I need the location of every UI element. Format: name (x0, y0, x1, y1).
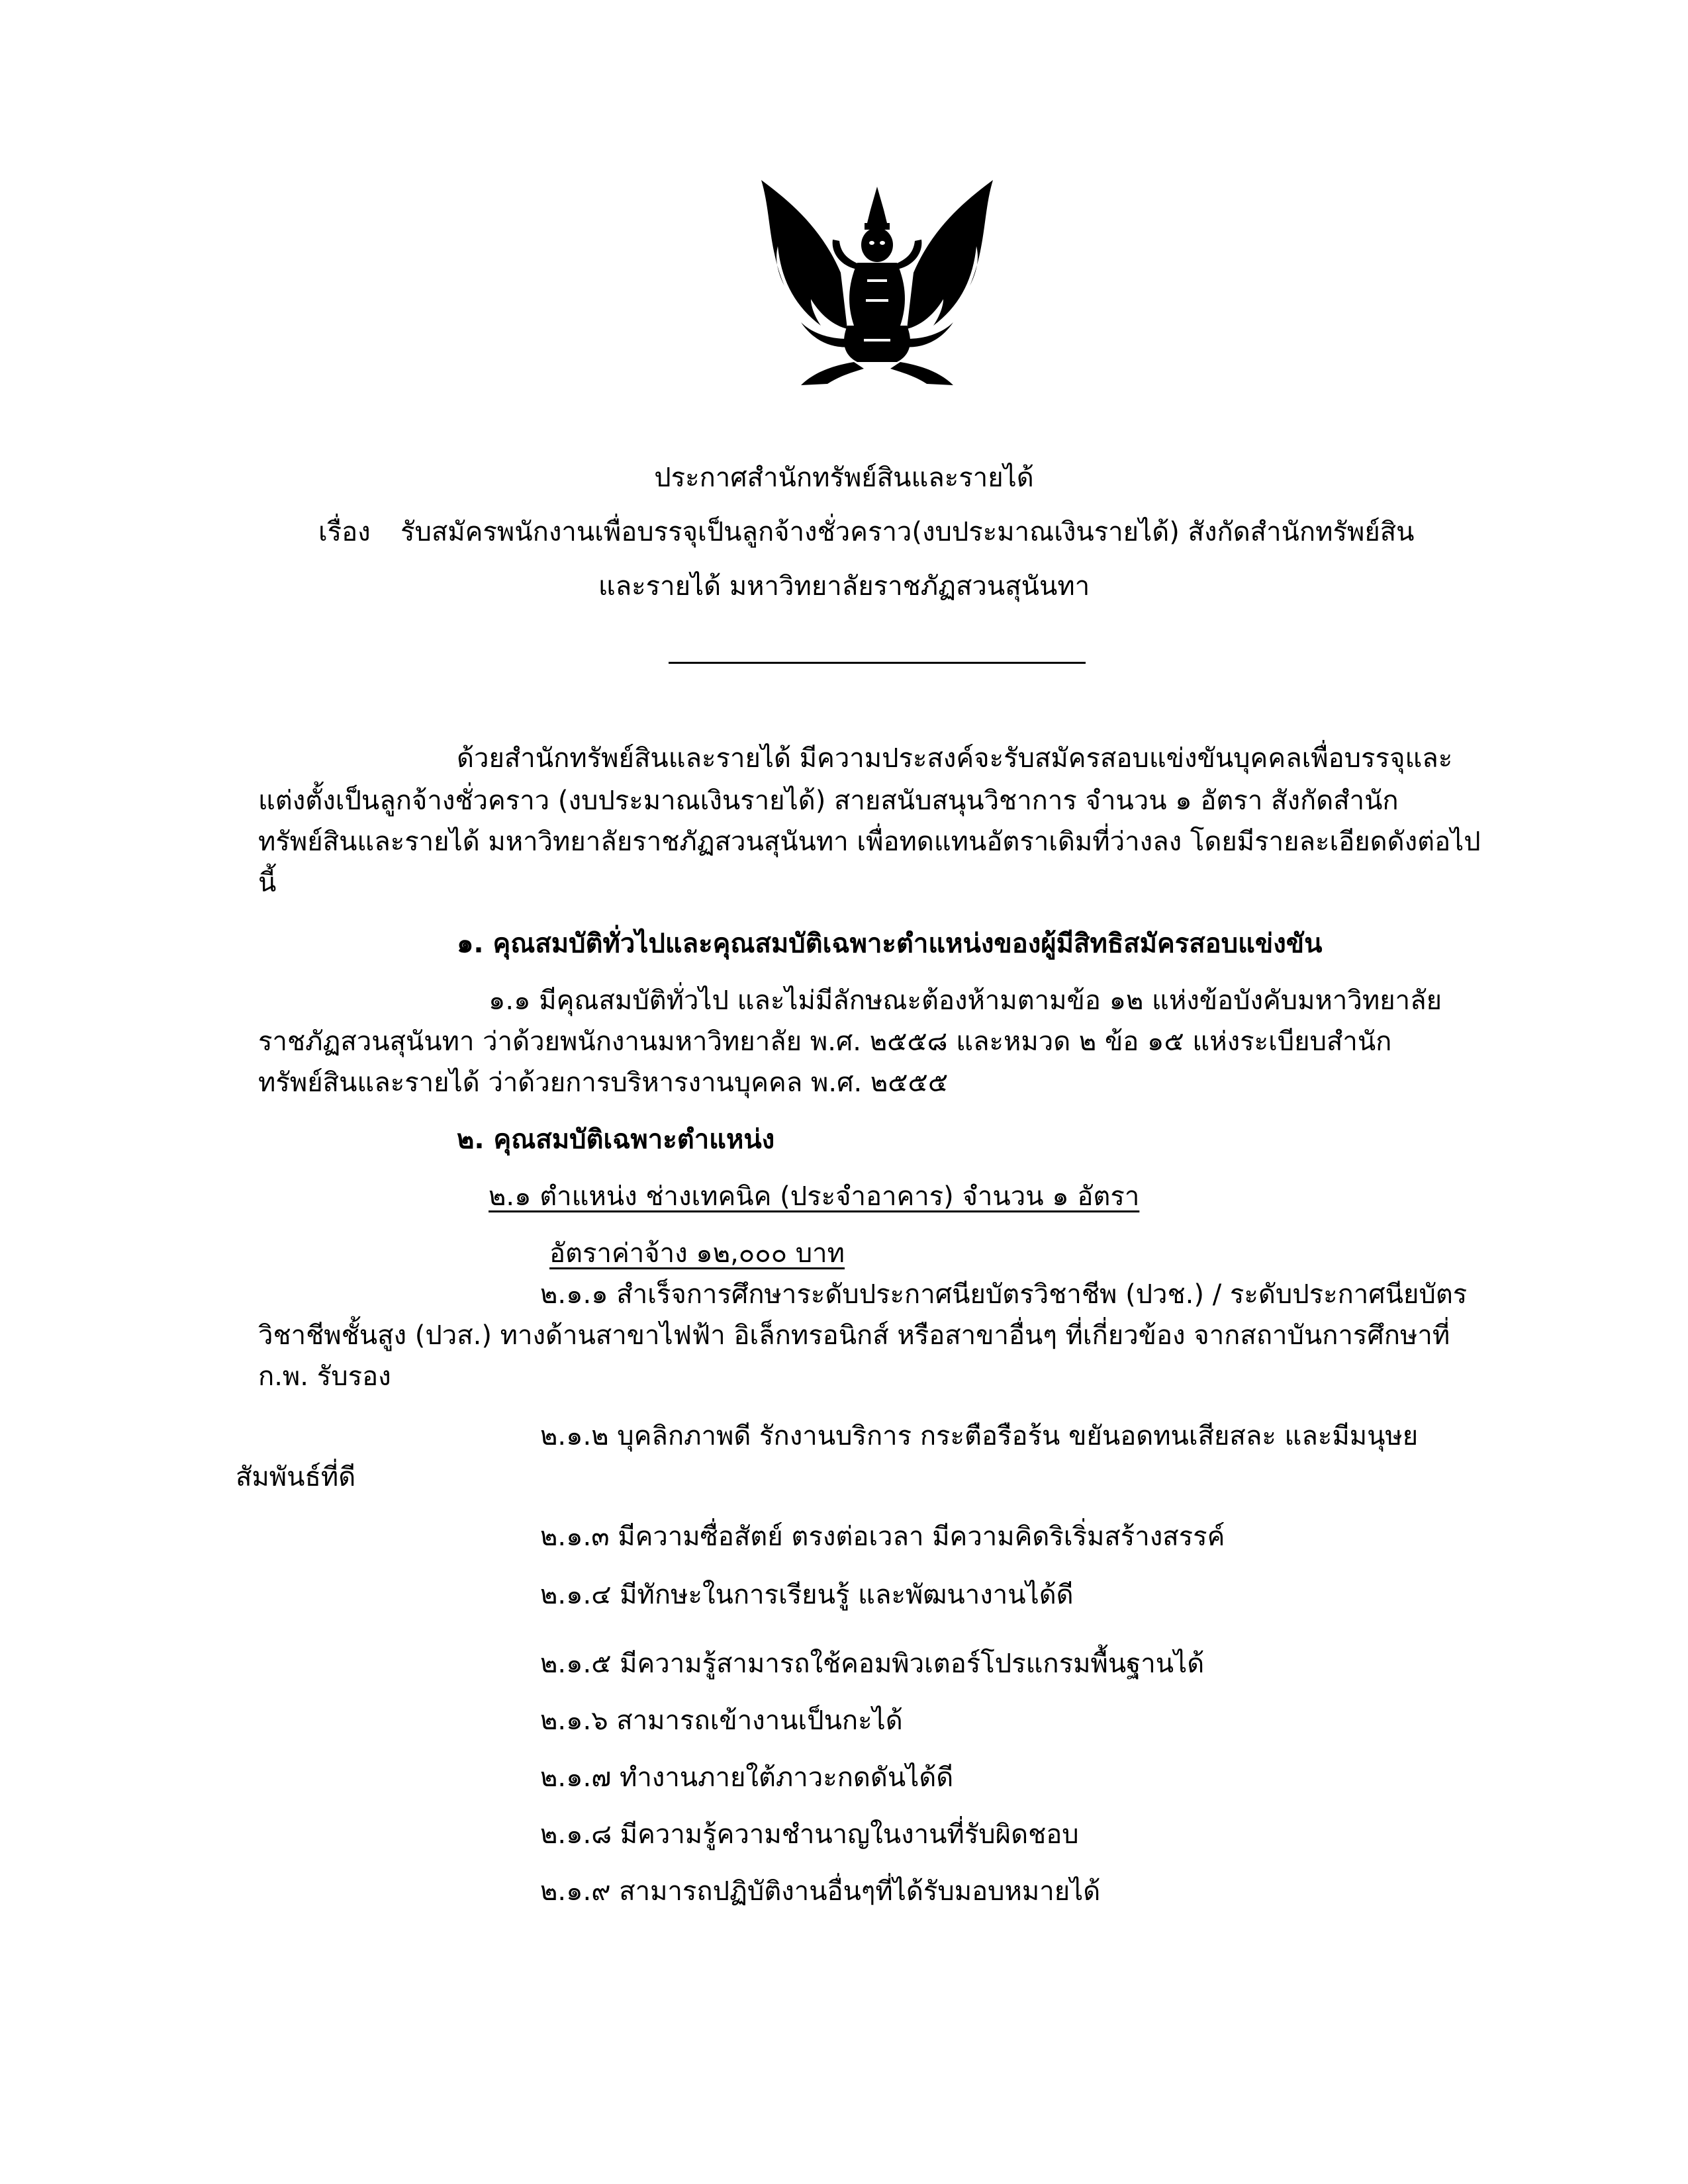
title-divider (669, 662, 1086, 664)
item-2-1-9: ๒.๑.๙ สามารถปฏิบัติงานอื่นๆที่ได้รับมอบหมายได้ (540, 1876, 1101, 1907)
item-2-1-1-line: วิชาชีพชั้นสูง (ปวส.) ทางด้านสาขาไฟฟ้า อิเล็กทรอนิกส์ หรือสาขาอื่นๆ ที่เกี่ยวข้อง จากสถาบันการศึกษาที่ (258, 1320, 1450, 1351)
wage-rate: อัตราค่าจ้าง ๑๒,๐๐๐ บาท (549, 1238, 845, 1269)
subject-label: เรื่อง (318, 517, 371, 547)
item-2-1-2-line: สัมพันธ์ที่ดี (236, 1462, 356, 1492)
item-1-1-line: ราชภัฏสวนสุนันทา ว่าด้วยพนักงานมหาวิทยาลัย พ.ศ. ๒๕๕๘ และหมวด ๒ ข้อ ๑๕ แห่งระเบียบสำนัก (258, 1026, 1392, 1057)
garuda-emblem-icon (748, 173, 1006, 392)
position-title: ๒.๑ ตำแหน่ง ช่างเทคนิค (ประจำอาคาร) จำนวน ๑ อัตรา (489, 1181, 1140, 1212)
intro-line: ด้วยสำนักทรัพย์สินและรายได้ มีความประสงค์จะรับสมัครสอบแข่งขันบุคคลเพื่อบรรจุและ (457, 743, 1453, 774)
section-1-heading: ๑. คุณสมบัติทั่วไปและคุณสมบัติเฉพาะตำแหน่งของผู้มีสิทธิสมัครสอบแข่งขัน (457, 929, 1323, 959)
item-2-1-1-line: ๒.๑.๑ สำเร็จการศึกษาระดับประกาศนียบัตรวิชาชีพ (ปวช.) / ระดับประกาศนียบัตร (540, 1279, 1468, 1310)
item-2-1-3: ๒.๑.๓ มีความซื่อสัตย์ ตรงต่อเวลา มีความคิดริเริ่มสร้างสรรค์ (540, 1522, 1225, 1552)
item-2-1-8: ๒.๑.๘ มีความรู้ความชำนาญในงานที่รับผิดชอบ (540, 1819, 1079, 1850)
intro-line: แต่งตั้งเป็นลูกจ้างชั่วคราว (งบประมาณเงินรายได้) สายสนับสนุนวิชาการ จำนวน ๑ อัตรา สังกัดสำนัก (258, 786, 1399, 816)
subject-line-2: และรายได้ มหาวิทยาลัยราชภัฏสวนสุนันทา (598, 571, 1090, 602)
item-2-1-4: ๒.๑.๔ มีทักษะในการเรียนรู้ และพัฒนางานได้ดี (540, 1580, 1074, 1610)
item-1-1-line: ทรัพย์สินและรายได้ ว่าด้วยการบริหารงานบุคคล พ.ศ. ๒๕๕๕ (258, 1068, 949, 1098)
intro-line: นี้ (258, 868, 277, 898)
item-2-1-5: ๒.๑.๕ มีความรู้สามารถใช้คอมพิวเตอร์โปรแกรมพื้นฐานได้ (540, 1649, 1205, 1679)
item-2-1-7: ๒.๑.๗ ทำงานภายใต้ภาวะกดดันได้ดี (540, 1762, 954, 1793)
item-2-1-2-line: ๒.๑.๒ บุคลิกภาพดี รักงานบริการ กระตือรือร้น ขยันอดทนเสียสละ และมีมนุษย (540, 1421, 1419, 1451)
section-2-heading: ๒. คุณสมบัติเฉพาะตำแหน่ง (457, 1124, 775, 1155)
subject-line-1: รับสมัครพนักงานเพื่อบรรจุเป็นลูกจ้างชั่วคราว(งบประมาณเงินรายได้) สังกัดสำนักทรัพย์สิน (400, 517, 1415, 547)
announcement-title: ประกาศสำนักทรัพย์สินและรายได้ (654, 463, 1034, 493)
item-1-1-line: ๑.๑ มีคุณสมบัติทั่วไป และไม่มีลักษณะต้องห้ามตามข้อ ๑๒ แห่งข้อบังคับมหาวิทยาลัย (489, 985, 1442, 1016)
item-2-1-6: ๒.๑.๖ สามารถเข้างานเป็นกะได้ (540, 1706, 903, 1736)
intro-line: ทรัพย์สินและรายได้ มหาวิทยาลัยราชภัฏสวนสุนันทา เพื่อทดแทนอัตราเดิมที่ว่างลง โดยมีรายละเอียดดังต่อไป (258, 827, 1481, 857)
item-2-1-1-line: ก.พ. รับรอง (258, 1361, 391, 1392)
